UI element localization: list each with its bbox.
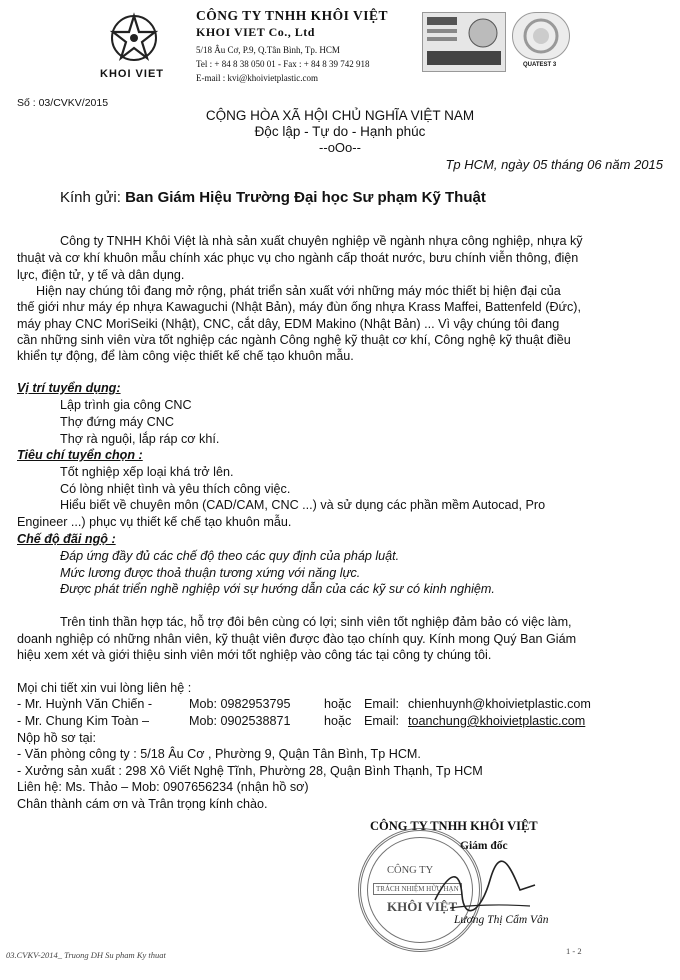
signature-company: CÔNG TY TNHH KHÔI VIỆT (370, 819, 538, 833)
recipient-line (60, 189, 486, 206)
national-title: CỘNG HÒA XÃ HỘI CHỦ NGHĨA VIỆT NAM (205, 108, 475, 123)
contact-email-link[interactable]: chienhuynh@khoivietplastic.com (408, 697, 591, 711)
document-number: Số : 03/CVKV/2015 (17, 97, 109, 109)
intro-line: thuật và cơ khí khuôn mẫu chính xác phục vụ cho ngành cấp thoát nước, bưu chính viễn thông, điện (17, 251, 579, 265)
company-name-en: KHOI VIET Co., Ltd (196, 25, 315, 39)
benefit-item: Đáp ứng đầy đủ các chế độ theo các quy định của pháp luật. (60, 549, 400, 563)
company-name-vn: CÔNG TY TNHH KHÔI VIỆT (196, 8, 389, 23)
criteria-heading: Tiêu chí tuyển chọn : (17, 448, 143, 462)
certificate-icon (423, 13, 505, 71)
criteria-item: Hiểu biết về chuyên môn (CAD/CAM, CNC ...) và sử dụng các phần mềm Autocad, Pro (60, 498, 546, 512)
intro-line: Hiện nay chúng tôi đang mở rộng, phát triển sản xuất với những máy móc thiết bị hiện đại của (36, 284, 561, 298)
contact-email-label: Email: (364, 714, 399, 728)
closing-line: doanh nghiệp có những nhân viên, kỹ thuật viên được đào tạo chính quy. Kính mong Quý Ban Giám (17, 632, 577, 646)
date-line: Tp HCM, ngày 05 tháng 06 năm 2015 (445, 157, 663, 172)
benefit-item: Được phát triển nghề nghiệp với sự hướng dẫn của các kỹ sư có kinh nghiệm. (60, 582, 495, 596)
contact-person-name: - Mr. Chung Kim Toàn – (17, 714, 150, 728)
submit-heading: Nộp hồ sơ tại: (17, 731, 96, 745)
criteria-item: Có lòng nhiệt tình và yêu thích công việc. (60, 482, 291, 496)
intro-line: lực, điện tử, y tế và dân dụng. (17, 268, 185, 282)
motto-ornament: --oOo-- (319, 140, 361, 155)
position-item: Thợ rà nguội, lắp ráp cơ khí. (60, 432, 220, 446)
factory-address: - Xưởng sản xuất : 298 Xô Viết Nghệ Tĩnh, Phường 28, Quận Bình Thạnh, Tp HCM (17, 764, 483, 778)
contact-or-label: hoặc (324, 714, 352, 728)
contact-person-name: - Mr. Huỳnh Văn Chiến - (17, 697, 153, 711)
benefit-item: Mức lương được thoả thuận tương xứng với năng lực. (60, 566, 361, 580)
position-item: Thợ đứng máy CNC (60, 415, 174, 429)
closing-line: hiệu xem xét và giới thiệu sinh viên mới tốt nghiệp vào công tác tại công ty chúng tôi. (17, 648, 492, 662)
company-logo (100, 10, 165, 82)
logo-star-icon (108, 10, 160, 68)
liaison-contact: Liên hệ: Ms. Thảo – Mob: 0907656234 (nhận hồ sơ) (17, 780, 309, 794)
signature-role: Giám đốc (460, 840, 508, 852)
contact-or-label: hoặc (324, 697, 352, 711)
criteria-item: Tốt nghiệp xếp loại khá trở lên. (60, 465, 234, 479)
intro-line: thế giới như máy ép nhựa Kawaguchi (Nhật Bản), máy đùn ống nhựa Krass Maffei, Battenfeld (Đức), (17, 300, 581, 314)
iso-certificate-badge (422, 12, 506, 72)
company-tel-fax: Tel : + 84 8 38 050 01 - Fax : + 84 8 39 742 918 (196, 59, 370, 69)
footer-filename: 03.CVKV-2014_ Truong DH Su pham Ky thuat (6, 950, 166, 960)
position-item: Lập trình gia công CNC (60, 398, 192, 412)
quatest-label: QUATEST 3 (523, 62, 557, 68)
footer-page-number: 1 - 2 (566, 946, 582, 956)
office-address: - Văn phòng công ty : 5/18 Âu Cơ , Phường 9, Quận Tân Bình, Tp HCM. (17, 747, 421, 761)
quatest-seal-icon (513, 13, 569, 59)
quatest-badge (512, 12, 570, 60)
recipient-prefix: Kính gửi: (60, 189, 126, 206)
benefits-heading: Chế độ đãi ngộ : (17, 532, 116, 546)
contact-intro: Mọi chi tiết xin vui lòng liên hệ : (17, 681, 192, 695)
contact-person-mob: Mob: 0902538871 (189, 714, 291, 728)
handwritten-signature-icon (430, 860, 540, 920)
intro-line: Công ty TNHH Khôi Việt là nhà sản xuất chuyên nghiệp về ngành nhựa công nghiệp, nhựa kỹ (60, 234, 583, 248)
seal-text: CÔNG TY (387, 865, 434, 876)
thanks-line: Chân thành cám ơn và Trân trọng kính chào. (17, 797, 268, 811)
contact-email-link[interactable]: toanchung@khoivietplastic.com (408, 714, 586, 728)
company-address: 5/18 Âu Cơ, P.9, Q.Tân Bình, Tp. HCM (196, 45, 340, 55)
positions-heading: Vị trí tuyển dụng: (17, 381, 121, 395)
intro-line: máy phay CNC MoriSeiki (Nhật), CNC, cắt dây, EDM Makino (Nhật Bản) ... Vì vậy chúng tôi đang (17, 317, 560, 331)
closing-line: Trên tinh thần hợp tác, hỗ trợ đôi bên cùng có lợi; sinh viên tốt nghiệp đảm bảo có việc làm, (60, 615, 572, 629)
signer-name: Lương Thị Cẩm Vân (454, 914, 549, 926)
criteria-item: Engineer ...) phục vụ thiết kế chế tạo khuôn mẫu. (17, 515, 292, 529)
national-motto: Độc lập - Tự do - Hạnh phúc (254, 124, 426, 139)
contact-email-label: Email: (364, 697, 399, 711)
company-email: E-mail : kvi@khoivietplastic.com (196, 73, 319, 83)
intro-line: cần những sinh viên vừa tốt nghiệp các ngành Công nghệ kỹ thuật cơ khí, Công nghệ kỹ thuật điều (17, 333, 571, 347)
contact-person-mob: Mob: 0982953795 (189, 697, 291, 711)
seal-text: KHÔI VIỆT (387, 899, 458, 914)
seal-text: TRÁCH NHIỆM HỮU HẠN (373, 883, 462, 895)
recipient-name: Ban Giám Hiệu Trường Đại học Sư phạm Kỹ Thuật (125, 189, 486, 206)
logo-text: KHOI VIET (100, 68, 165, 80)
intro-line: khiển tự động, để làm công việc thiết kế chế tạo khuôn mẫu. (17, 349, 354, 363)
